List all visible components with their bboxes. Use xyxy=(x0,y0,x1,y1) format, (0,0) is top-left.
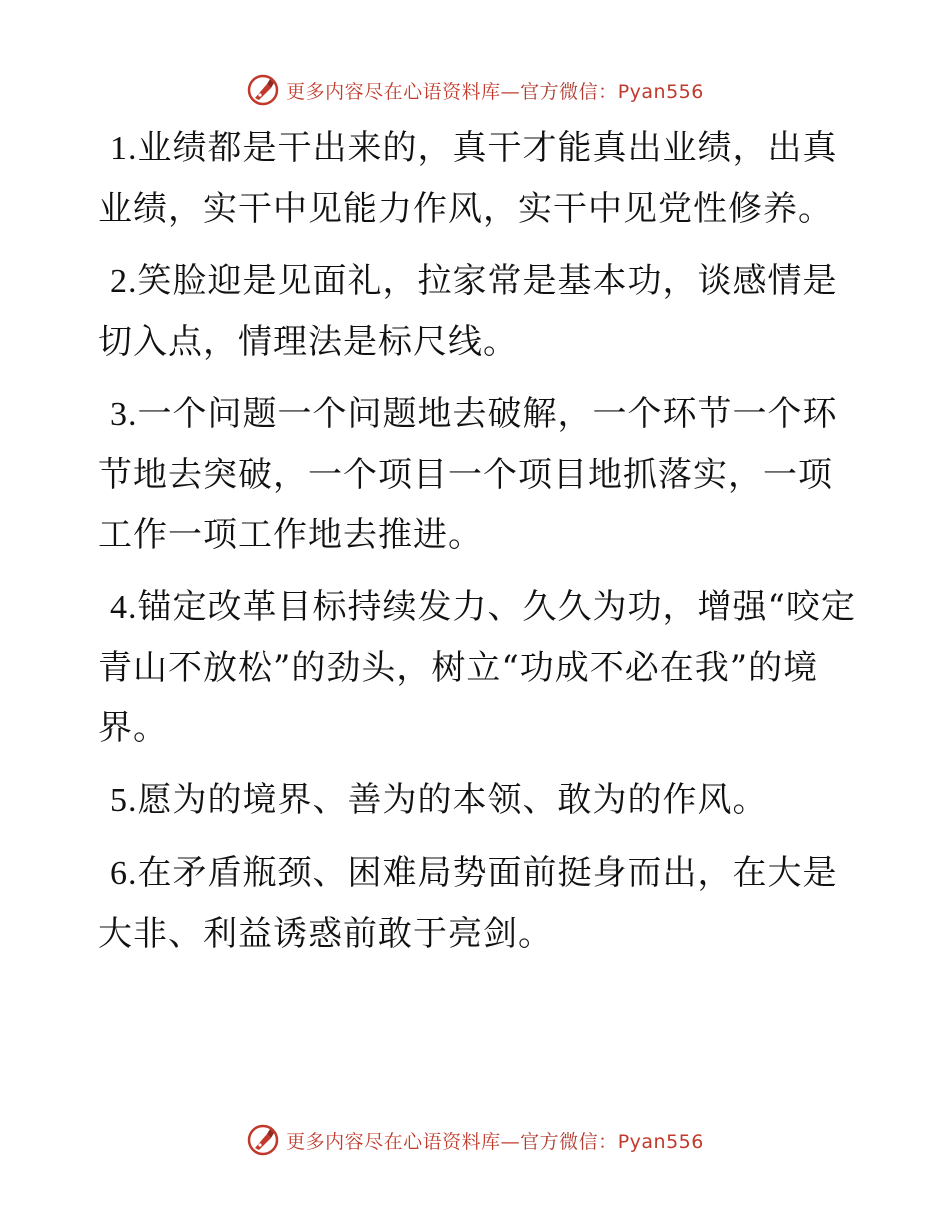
item-text: 愿为的境界、善为的本领、敢为的作风。 xyxy=(137,780,768,820)
item-number: 1. xyxy=(110,130,138,167)
banner-text xyxy=(286,77,704,104)
item-text: 笑脸迎是见面礼，拉家常是基本功，谈感情是切入点，情理法是标尺线。 xyxy=(98,261,838,362)
banner-label: 更多内容尽在心语资料库 xyxy=(286,80,501,103)
footer-banner xyxy=(0,1120,950,1160)
item-text: 业绩都是干出来的，真干才能真出业绩，出真业绩，实干中见能力作风，实干中见党性修养。 xyxy=(98,128,838,229)
wechat-id: Pyan556 xyxy=(617,80,704,103)
wechat-label: 官方微信： xyxy=(520,1130,618,1153)
list-item-4 xyxy=(98,577,858,758)
pen-nib-logo-icon xyxy=(246,73,280,107)
banner-dash: — xyxy=(500,1130,521,1153)
banner-text xyxy=(286,1127,704,1154)
list-item-6 xyxy=(98,843,858,964)
list-item-3 xyxy=(98,384,858,565)
banner-label: 更多内容尽在心语资料库 xyxy=(286,1130,501,1153)
list-item-5 xyxy=(98,770,858,831)
pen-nib-logo-icon xyxy=(246,1123,280,1157)
item-number: 2. xyxy=(110,263,138,300)
document-body xyxy=(98,118,858,976)
banner-dash: — xyxy=(500,80,521,103)
wechat-id: Pyan556 xyxy=(617,1130,704,1153)
item-text: 一个问题一个问题地去破解，一个环节一个环节地去突破，一个项目一个项目地抓落实，一项工作一项工作地去推进。 xyxy=(98,394,838,555)
item-number: 5. xyxy=(110,782,138,819)
item-text: 锚定改革目标持续发力、久久为功，增强“咬定青山不放松”的劲头，树立“功成不必在我”的境界。 xyxy=(98,587,856,748)
wechat-label: 官方微信： xyxy=(520,80,618,103)
item-number: 3. xyxy=(110,396,138,433)
item-text: 在矛盾瓶颈、困难局势面前挺身而出，在大是大非、利益诱惑前敢于亮剑。 xyxy=(98,853,838,954)
list-item-1 xyxy=(98,118,858,239)
header-banner xyxy=(0,70,950,110)
item-number: 4. xyxy=(110,589,138,626)
list-item-2 xyxy=(98,251,858,372)
item-number: 6. xyxy=(110,855,138,892)
